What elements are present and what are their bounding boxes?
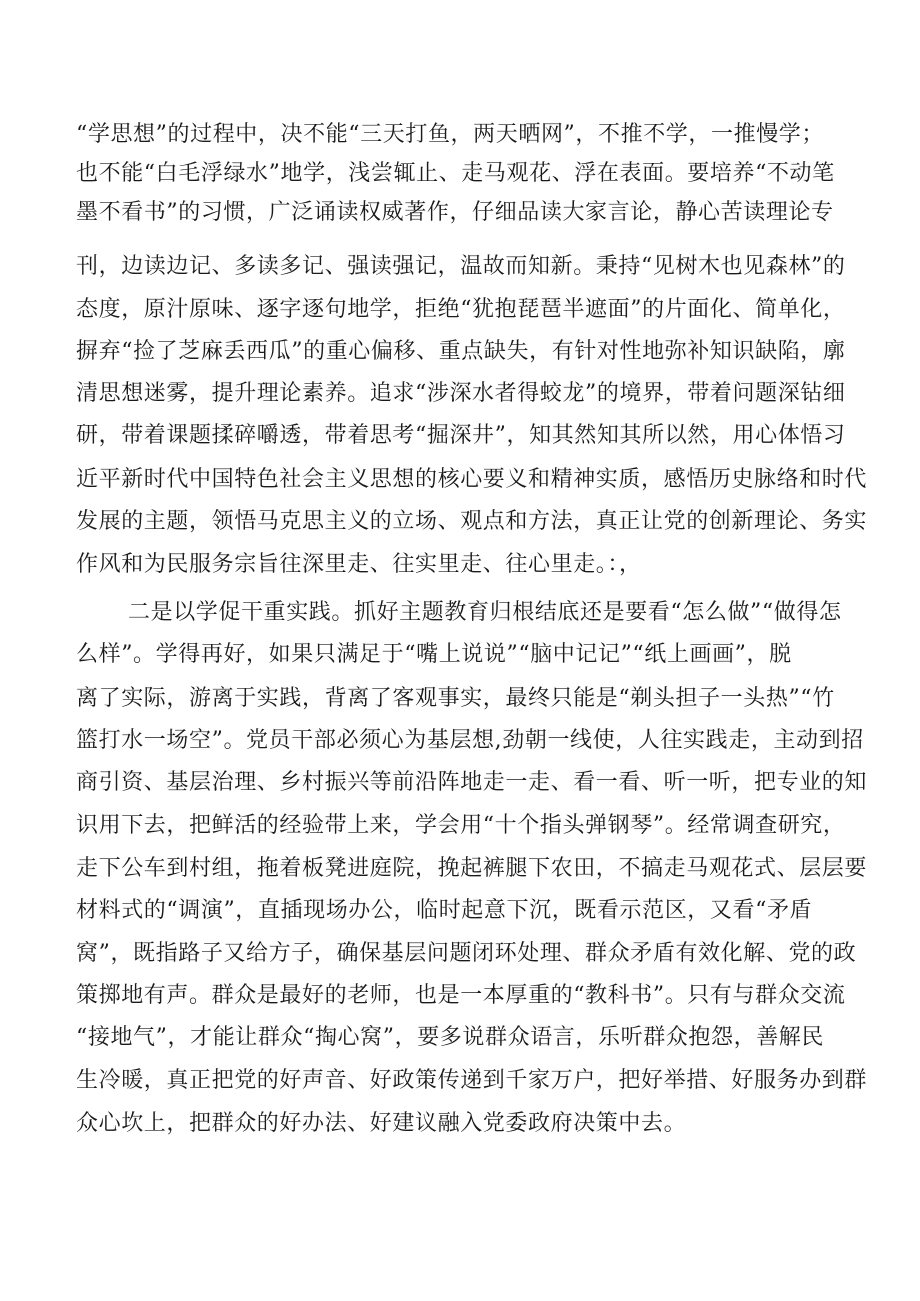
paragraph-2-line: 离了实际，游离于实践，背离了客观事实，最终只能是“剃头担子一头热”“竹 xyxy=(76,686,835,711)
paragraph-2-line: 材料式的“调演”，直插现场办公，临时起意下沉，既看示范区，又看“矛盾 xyxy=(76,898,813,923)
paragraph-2-line: 么样”。学得再好，如果只满足于“嘴上说说”“脑中记记”“纸上画画”，脱 xyxy=(76,642,792,667)
paragraph-2-line: 商引资、基层治理、乡村振兴等前沿阵地走一走、看一看、听一听，把专业的知 xyxy=(76,770,868,795)
paragraph-2-line: “接地气”，才能让群众“掏心窝”，要多说群众语言，乐听群众抱怨，善解民 xyxy=(76,1025,824,1050)
paragraph-1-line: 也不能“白毛浮绿水”地学，浅尝辄止、走马观花、浮在表面。要培养“不动笔 xyxy=(76,161,835,186)
paragraph-2-line: 二是以学促干重实践。抓好主题教育归根结底还是要看“怎么做”“做得怎 xyxy=(128,600,842,625)
paragraph-2-line: 篮打水一场空”。党员干部必须心为基层想,劲朝一线使，人往实践走，主动到招 xyxy=(76,728,864,753)
paragraph-1-line: 摒弃“捡了芝麻丢西瓜”的重心偏移、重点缺失，有针对性地弥补知识缺陷，廓 xyxy=(76,339,846,364)
paragraph-2-line: 窝”，既指路子又给方子，确保基层问题闭环处理、群众矛盾有效化解、党的政 xyxy=(76,941,857,966)
paragraph-2-line: 策掷地有声。群众是最好的老师，也是一本厚重的“教科书”。只有与群众交流 xyxy=(76,983,846,1008)
paragraph-1-line: 发展的主题，领悟马克思主义的立场、观点和方法，真正让党的创新理论、务实 xyxy=(76,509,868,534)
paragraph-2-line: 走下公车到村组，拖着板凳进庭院，挽起裤腿下农田，不搞走马观花式、层层要 xyxy=(76,856,868,881)
paragraph-1-line: 研，带着课题揉碎嚼透，带着思考“掘深井”，知其然知其所以然，用心体悟习 xyxy=(76,423,846,448)
paragraph-2-line: 识用下去，把鲜活的经验带上来，学会用“十个指头弹钢琴”。经常调查研究， xyxy=(76,813,846,838)
paragraph-1-line: 墨不看书”的习惯，广泛诵读权威著作，仔细品读大家言论，静心苦读理论专 xyxy=(76,200,834,225)
paragraph-2-line: 众心坎上，把群众的好办法、好建议融入党委政府决策中去。 xyxy=(76,1111,687,1136)
paragraph-1-line: “学思想”的过程中，决不能“三天打鱼，两天晒网”，不推不学，一推慢学； xyxy=(76,122,824,147)
paragraph-2-line: 生冷暖，真正把党的好声音、好政策传递到千家万户，把好举措、好服务办到群 xyxy=(76,1068,868,1093)
paragraph-1-line: 近平新时代中国特色社会主义思想的核心要义和精神实质，感悟历史脉络和时代 xyxy=(76,467,868,492)
paragraph-1-line: 刊，边读边记、多读多记、强读强记，温故而知新。秉持“见树木也见森林”的 xyxy=(76,254,846,279)
paragraph-1-line: 作风和为民服务宗旨往深里走、往实里走、往心里走。：， xyxy=(76,552,642,577)
paragraph-1-line: 清思想迷雾，提升理论素养。追求“涉深水者得蛟龙”的境界，带着问题深钻细 xyxy=(76,381,846,406)
paragraph-1-line: 态度，原汁原味、逐字逐句地学，拒绝“犹抱琵琶半遮面”的片面化、简单化， xyxy=(76,297,846,322)
